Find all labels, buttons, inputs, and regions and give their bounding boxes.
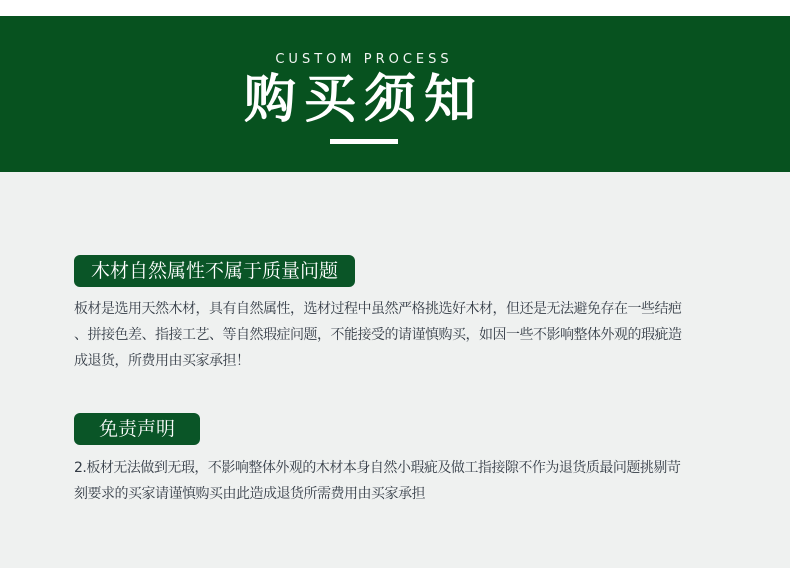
disclaimer-paragraph bbox=[74, 455, 690, 507]
banner-eyebrow: CUSTOM PROCESS bbox=[275, 52, 453, 67]
header-banner bbox=[0, 16, 790, 172]
notice-content bbox=[0, 172, 790, 568]
wood-properties-paragraph bbox=[74, 296, 690, 374]
purchase-notice-page bbox=[0, 16, 790, 575]
page-title: 购买须知 bbox=[243, 70, 484, 130]
section-badge-wood-natural-properties: 木材自然属性不属于质量问题 bbox=[74, 255, 355, 287]
paragraph-line: 、拼接色差、指接工艺、等自然瑕症问题，不能接受的请谨慎购买，如因一些不影响整体外观的瑕疵造 bbox=[74, 327, 682, 343]
paragraph-line: 2.板材无法做到无瑕，不影响整体外观的木材本身自然小瑕疵及做工指接隙不作为退货质最问题挑剔苛 bbox=[74, 460, 681, 476]
paragraph-line: 刻要求的买家请谨慎购买由此造成退货所需费用由买家承担 bbox=[74, 486, 425, 502]
disclaimer-badge-row bbox=[74, 413, 790, 445]
paragraph-line: 板材是选用天然木材，具有自然属性，选材过程中虽然严格挑选好木材，但还是无法避免存在一些结疤 bbox=[74, 301, 682, 317]
section-badge-disclaimer: 免责声明 bbox=[74, 413, 200, 445]
title-underline bbox=[330, 139, 398, 144]
paragraph-line: 成退货，所费用由买家承担！ bbox=[74, 353, 250, 369]
